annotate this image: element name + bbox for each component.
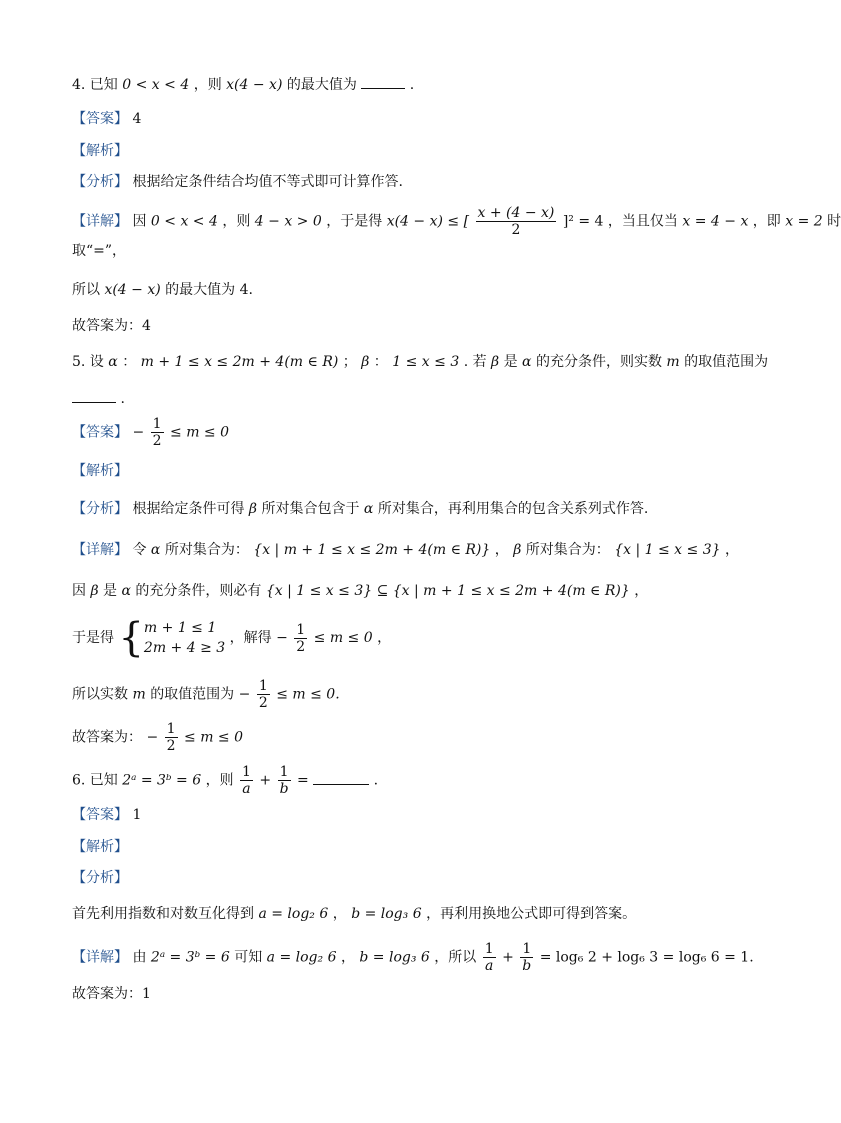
q6-analysis-tag: 【解析】 <box>72 839 128 855</box>
q5-detail: 【详解】 令 α 所对集合为： {x | m + 1 ≤ x ≤ 2m + 4(m ∈ R)} ， β 所对集合为： {x | 1 ≤ x ≤ 3} ， <box>72 542 739 558</box>
q6-detail: 【详解】 由 2ᵃ = 3ᵇ = 6 可知 a = log₂ 6 ， b = log₃ 6 ，所以 $\frac{1}{a}$ + $\frac{1}{b}$ = log₆ 2 + log₆ 3 = log₆ 6 = 1. <box>72 941 754 974</box>
q5-fenxi: 【分析】 根据给定条件可得 β 所对集合包含于 α 所对集合，再利用集合的包含关系列式作答. <box>72 501 649 517</box>
q4-analysis-tag: 【解析】 <box>72 143 128 159</box>
q6-fenxi-tag: 【分析】 <box>72 870 128 886</box>
fraction: $\frac{1}{2}$ <box>296 621 306 655</box>
q5-range: 所以实数 m 的取值范围为 − $\frac{1}{2}$ ≤ m ≤ 0. <box>72 678 340 711</box>
q5-stem: 5. 设 α ： m + 1 ≤ x ≤ 2m + 4(m ∈ R) ； β ： 1 ≤ x ≤ 3 . 若 β 是 α 的充分条件，则实数 m 的取值范围为 <box>72 354 769 370</box>
fraction: $\frac{1}{2}$ <box>166 721 176 754</box>
fraction: $\frac{1}{b}$ <box>522 941 532 974</box>
q5-analysis-tag: 【解析】 <box>72 463 128 479</box>
q4-detail-line2: 取“=”， <box>72 243 127 259</box>
q5-answer: 【答案】 − $\frac{1}{2}$ ≤ m ≤ 0 <box>72 416 230 449</box>
equation-system: { m + 1 ≤ 1 2m + 4 ≥ 3 <box>118 615 226 661</box>
answer-blank <box>361 76 405 89</box>
q4-stem: 4. 已知 0 < x < 4 ，则 x(4 − x) 的最大值为 . <box>72 77 415 93</box>
q6-answer: 【答案】 1 <box>72 807 142 823</box>
answer-blank <box>72 390 116 403</box>
fraction: $\frac{x + (4 - x)}{2}$ <box>477 205 555 238</box>
q4-answer: 【答案】 4 <box>72 111 142 127</box>
fraction: $\frac{1}{a}$ <box>484 941 494 974</box>
q4-fenxi: 【分析】 根据给定条件结合均值不等式即可计算作答. <box>72 174 403 190</box>
q5-final: 故答案为： − $\frac{1}{2}$ ≤ m ≤ 0 <box>72 721 244 754</box>
fraction: $\frac{1}{b}$ <box>279 764 289 797</box>
fraction: $\frac{1}{2}$ <box>258 678 268 711</box>
q6-stem: 6. 已知 2ᵃ = 3ᵇ = 6 ，则 $\frac{1}{a}$ + $\frac{1}{b}$ = . <box>72 764 379 797</box>
q4-detail: 【详解】 因 0 < x < 4 ，则 4 − x > 0 ，于是得 x(4 − x) ≤ [ $\frac{x + (4 - x)}{2}$ ]² = 4 ，当且仅当 x = 4 − x ，即 x = 2 时 <box>72 205 841 238</box>
answer-tag: 【答案】 <box>72 111 128 127</box>
q6-final: 故答案为：1 <box>72 986 151 1002</box>
q4-conclusion: 所以 x(4 − x) 的最大值为 4. <box>72 282 253 298</box>
q4-final: 故答案为：4 <box>72 318 151 334</box>
q6-fenxi: 首先利用指数和对数互化得到 a = log₂ 6 ， b = log₃ 6 ，再利用换地公式即可得到答案。 <box>72 906 637 922</box>
q5-because: 因 β 是 α 的充分条件，则必有 {x | 1 ≤ x ≤ 3} ⊆ {x | m + 1 ≤ x ≤ 2m + 4(m ∈ R)} ， <box>72 583 649 599</box>
answer-blank <box>313 772 369 785</box>
q5-system: 于是得 { m + 1 ≤ 1 2m + 4 ≥ 3 ，解得 − $\frac{1}{2}$ ≤ m ≤ 0 ， <box>72 615 392 661</box>
q5-stem-line2: . <box>72 390 125 408</box>
fraction: $\frac{1}{2}$ <box>152 416 162 449</box>
fraction: $\frac{1}{a}$ <box>242 764 251 797</box>
